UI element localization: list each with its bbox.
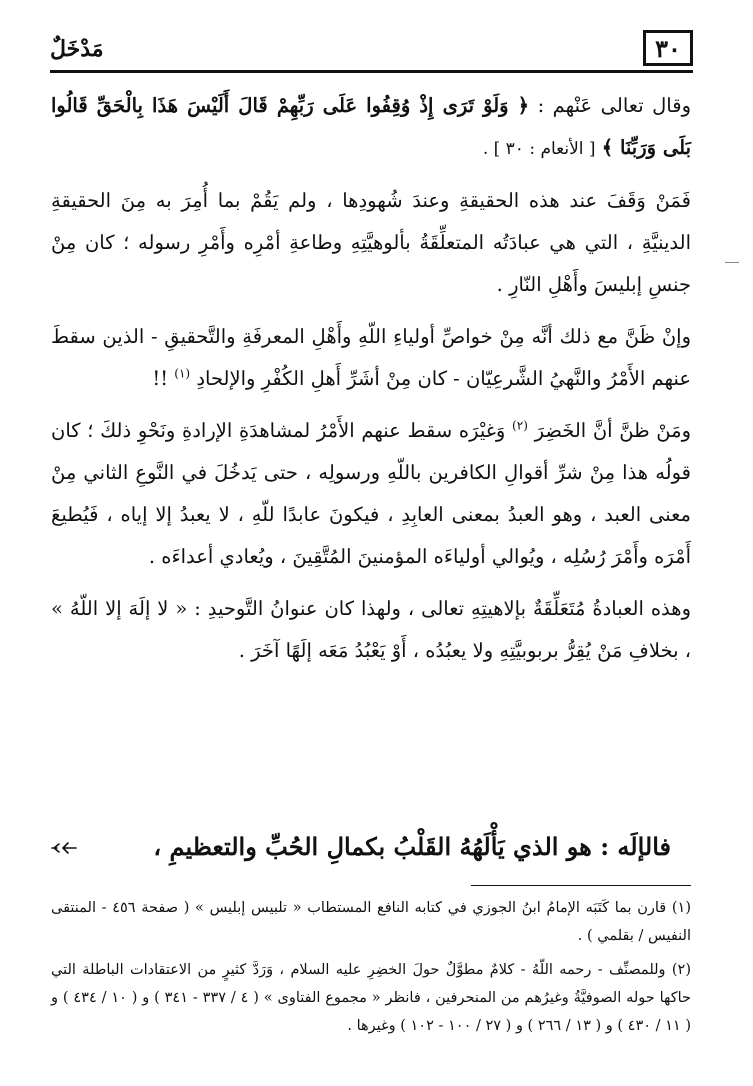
paragraph-3-tail: !! [152,367,169,390]
paragraph-4-text-b: وَغيْرَه سقط عنهم الأَمْرُ لمشاهدَةِ الإرادةِ ونَحْوِ ذلكَ ؛ كان قولُه هذا مِنْ شرِّ أقوالِ الكافرين باللّهِ ورسولِه ، حتى يَدخُلَ في النَّوعِ الثاني مِنْ معنى العبد ، وهو العبدُ بمعنى العابِدِ ، فيكونَ عابدًا للّهِ ، لا يعبدُ إلا إياه ، فَيُطيعَ أَمْرَه وأَمْرَ رُسُلِه ، ويُوالي أولياءَه المؤمنينَ المُتَّقِينَ ، ويُعادي أعداءَه . [51,419,691,568]
pointing-hand-icon [51,838,77,858]
paragraph-4 [51,410,691,578]
quran-verse: ﴿ وَلَوْ تَرَى إِذْ وُقِفُوا عَلَى رَبِّهِمْ قَالَ أَلَيْسَ هَذَا بِالْحَقِّ قَالُوا بَلَى وَرَبِّنَا ﴾ [51,94,691,159]
definition-text: فالإلَه : هو الذي يَأْلَهُهُ القَلْبُ بكمالِ الحُبِّ والتعظيمِ ، [153,832,671,861]
footnote-ref-2: (٢) [512,418,528,433]
definition-line [51,832,691,872]
page-number-box [643,30,693,66]
footnotes [51,894,691,1046]
page-number: ٣٠ [655,33,681,63]
footnote-rule [471,885,691,886]
verse-citation: [ الأنعام : ٣٠ ] . [482,139,596,159]
header-rule [50,70,693,73]
paragraph-4-text-a: ومَنْ ظنَّ أنَّ الخَضِرَ [534,419,692,442]
paragraph-5: وهذه العبادةُ مُتَعَلِّقَةٌ بإلاهيتِهِ تعالى ، ولهذا كان عنوانُ التَّوحيدِ : « لا إلَهَ إلا اللّهُ » ، بخلافِ مَنْ يُقِرُّ بربوبيَّتِهِ ولا يعبُدُه ، أَوْ يَعْبُدُ مَعَه إلَهًا آخَرَ . [51,597,691,662]
paragraph-1-intro: وقال تعالى عَنْهم : [529,94,691,117]
chapter-title: مَدْخَلٌ [50,36,104,62]
footnote-ref-1: (١) [174,366,191,381]
paragraph-2: فَمَنْ وَقَفَ عند هذه الحقيقةِ وعندَ شُهودِها ، ولم يَقُمْ بما أُمِرَ به مِنَ الحقيقةِ الدينيَّةِ ، التي هي عبادَتُه المتعلِّقَةُ بألوهيَّتِهِ وطاعةِ أمْرِه وأَمْرِ رسوله ؛ كان مِنْ جنسِ إبليسَ وأَهْلِ النّارِ . [51,189,691,296]
margin-mark [725,262,739,263]
paragraph-3 [51,316,691,400]
footnote-1: (١) قارن بما كَتَبَه الإمامُ ابنُ الجوزي في كتابه النافع المستطاب « تلبيس إبليس » ( صفحة ٤٥٦ - المنتقى النفيس / بقلمي ) . [51,900,691,944]
paragraph-1 [51,85,691,170]
body-text [51,85,691,682]
paragraph-3-text: وإنْ ظَنَّ مع ذلك أنَّه مِنْ خواصِّ أولياءِ اللّهِ وأَهْلِ المعرفَةِ والتَّحقيقِ - الذين سقطَ عنهم الأَمْرُ والنَّهيُ الشَّرعِيّان - كان مِنْ أشَرِّ أَهلِ الكُفْرِ والإلحادِ [51,325,691,390]
page-header [50,30,693,70]
footnote-2: (٢) وللمصنِّف - رحمه اللّهُ - كلامٌ مطوَّلٌ حولَ الخضِرِ عليه السلام ، وَرَدَّ كثيرٍ من الاعتقادات الباطلة التي حاكها حوله الصوفيَّةُ وغيرُهم من المنحرفين ، فانظر « مجموع الفتاوى » ( ٤ / ٣٣٧ - ٣٤١ ) و ( ١٠ / ٤٣٤ ) و ( ١١ / ٤٣٠ ) و ( ١٣ / ٢٦٦ ) و ( ٢٧ / ١٠٠ - ١٠٢ ) وغيرها . [51,962,691,1034]
